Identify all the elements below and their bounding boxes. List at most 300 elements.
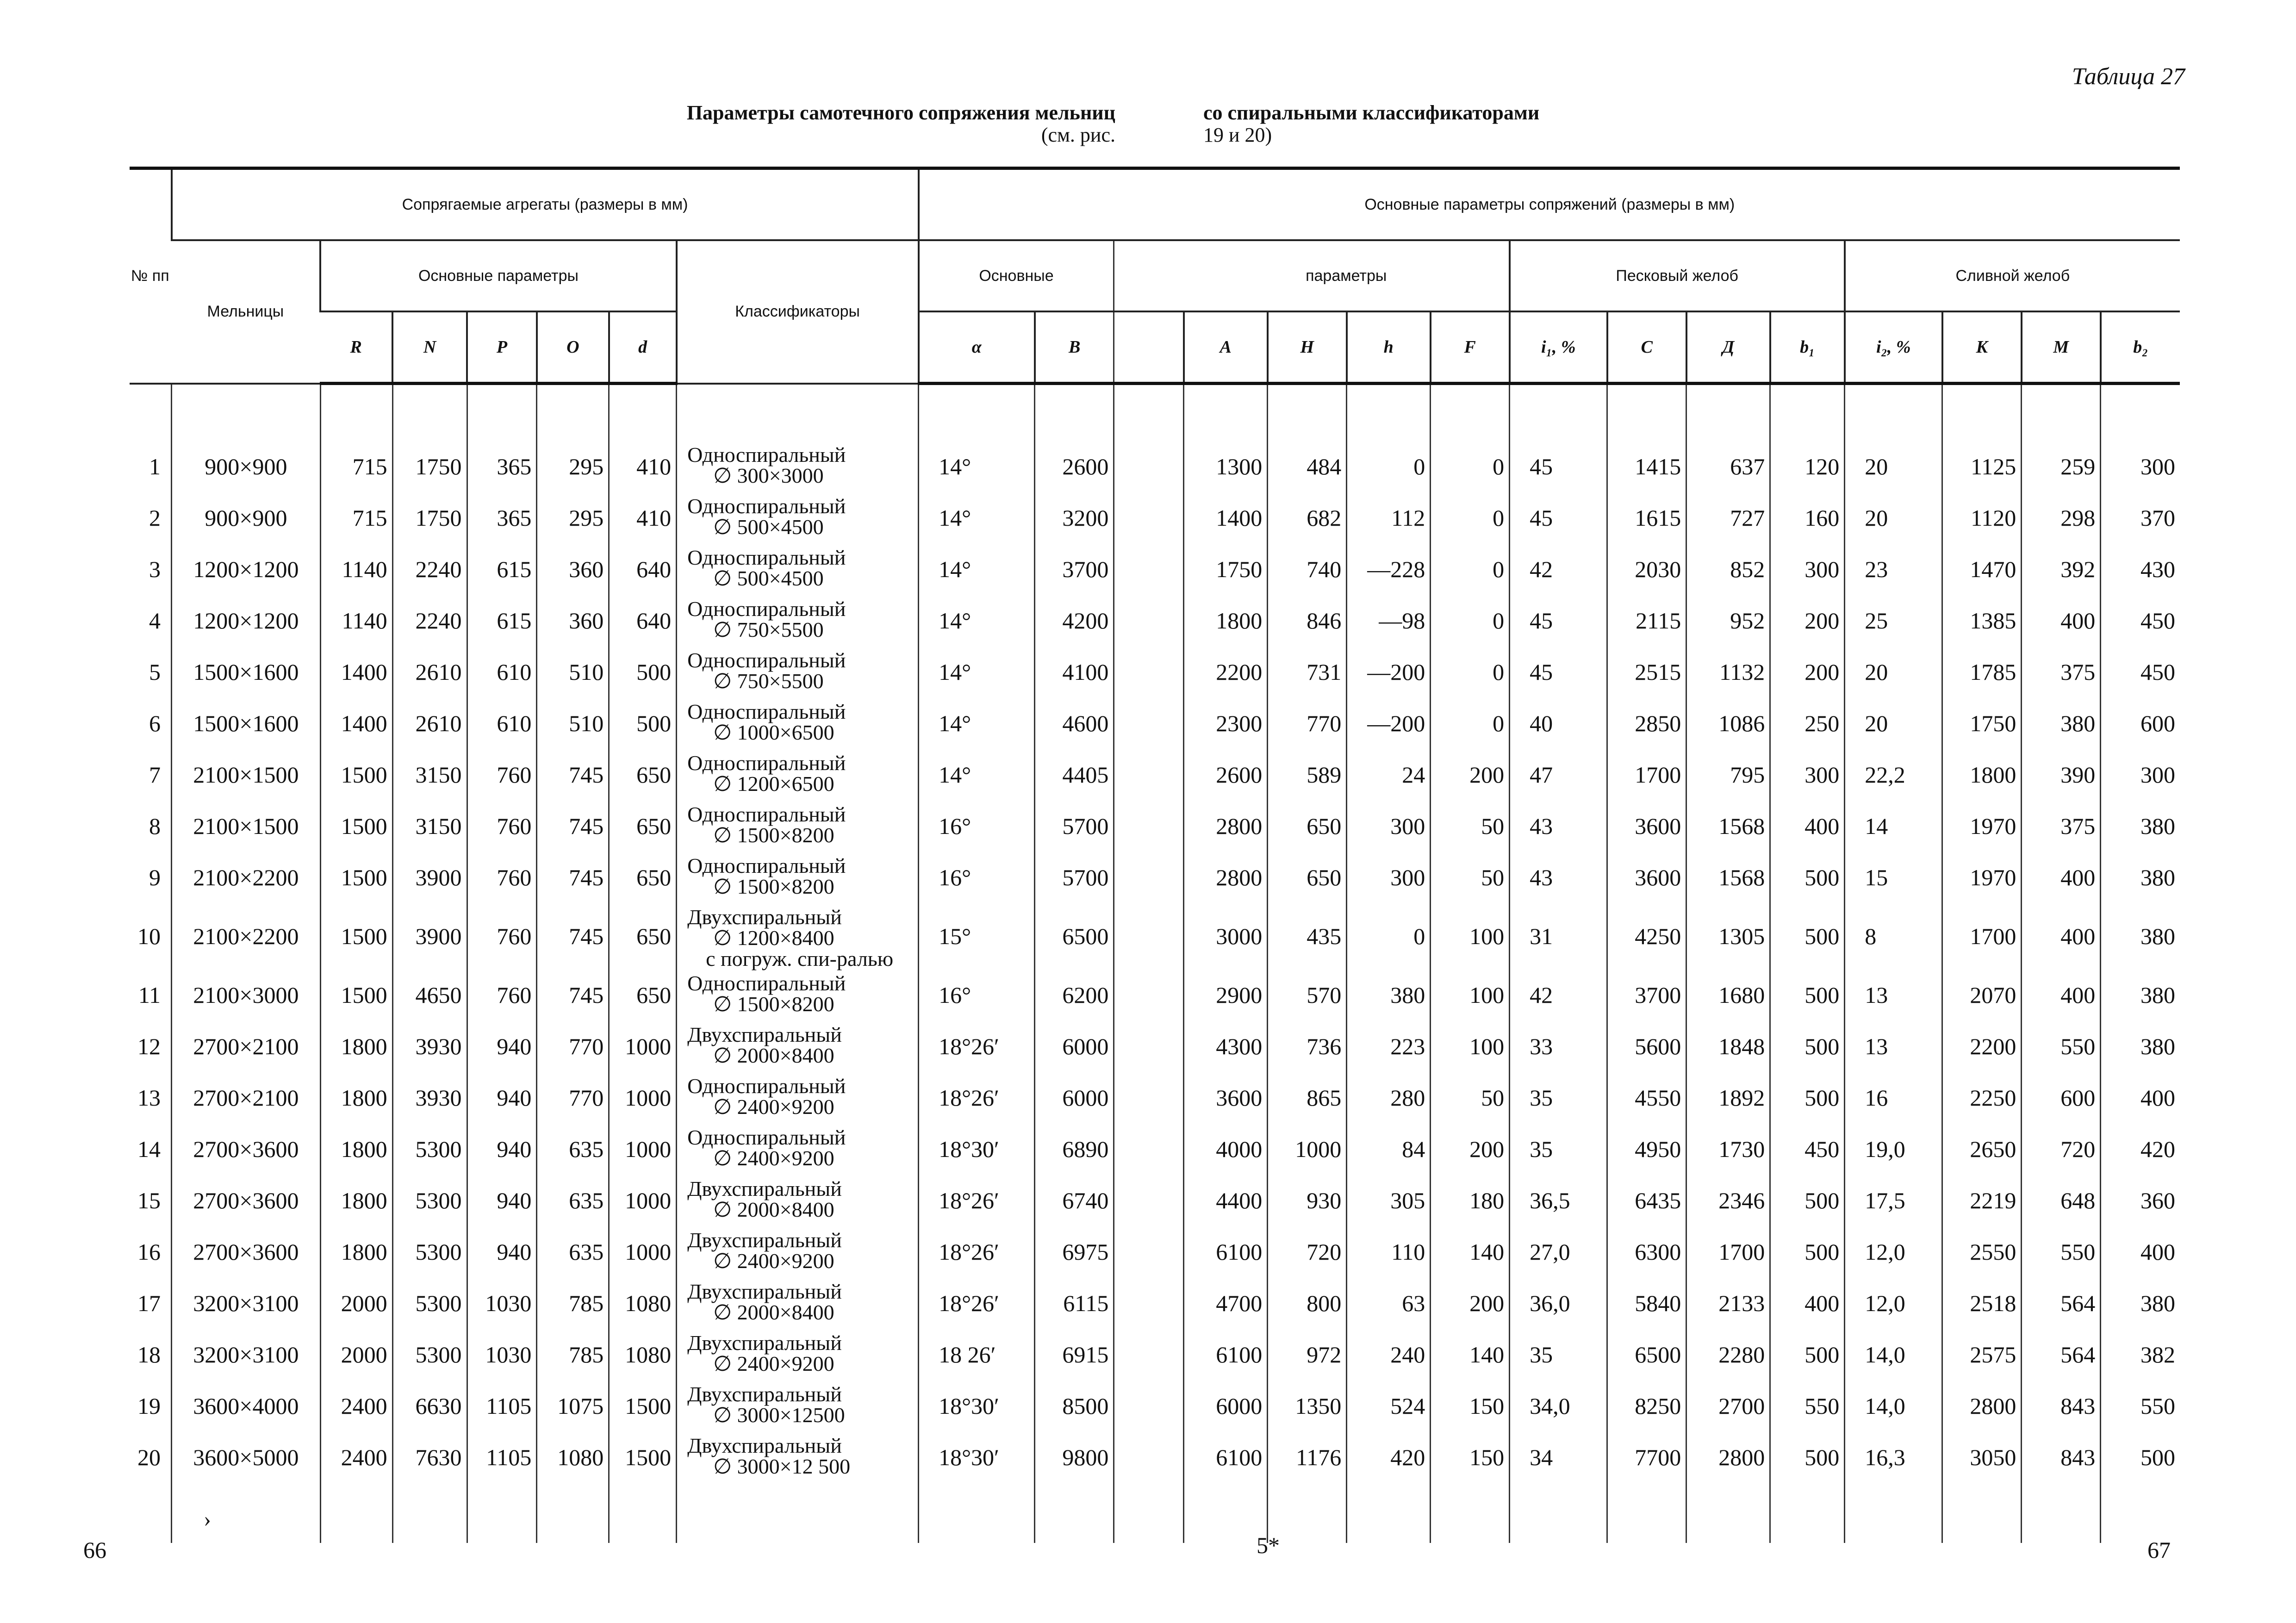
cell-N: 5300 [392, 1277, 467, 1329]
cell-B: 8500 [1035, 1380, 1114, 1431]
cell-d: 500 [609, 697, 677, 749]
gap-cell [1114, 1072, 1184, 1123]
col-B: B [1035, 311, 1114, 384]
cell-R: 1500 [320, 800, 392, 852]
cell-F: 0 [1431, 441, 1510, 492]
cell-i2: 14,0 [1845, 1380, 1942, 1431]
cell-i1: 31 [1510, 903, 1607, 969]
cell-i1: 35 [1510, 1123, 1607, 1175]
cell-a: 18°26′ [919, 1277, 1035, 1329]
col-h: h [1347, 311, 1431, 384]
cell-i2: 13 [1845, 969, 1942, 1020]
cell-b1: 160 [1770, 492, 1845, 543]
cell-b2: 370 [2101, 492, 2180, 543]
gap-cell [1114, 697, 1184, 749]
classifier-type: Двухспиральный [687, 1023, 842, 1047]
cell-D: 2346 [1686, 1175, 1770, 1226]
col-mills: Мельницы [172, 240, 321, 384]
classifier-type: Двухспиральный [687, 1177, 842, 1201]
cell-M: 400 [2022, 852, 2101, 903]
cell-C: 1415 [1607, 441, 1686, 492]
cell-R: 2000 [320, 1277, 392, 1329]
cell-i2: 13 [1845, 1020, 1942, 1072]
cell-mill: 2100×2200 [172, 852, 321, 903]
cell-O: 1075 [537, 1380, 609, 1431]
cell-O: 785 [537, 1277, 609, 1329]
cell-O: 635 [537, 1226, 609, 1277]
cell-i1: 36,5 [1510, 1175, 1607, 1226]
cell-A: 2300 [1184, 697, 1268, 749]
cell-H: 720 [1268, 1226, 1347, 1277]
cell-i2: 20 [1845, 441, 1942, 492]
cell-D: 1680 [1686, 969, 1770, 1020]
cell-O: 1080 [537, 1431, 609, 1483]
cell-b1: 400 [1770, 800, 1845, 852]
table-row [130, 1072, 2180, 1123]
gap-cell [1114, 1277, 1184, 1329]
cell-d: 650 [609, 800, 677, 852]
cell-i2: 8 [1845, 903, 1942, 969]
cell-mill: 2700×3600 [172, 1175, 321, 1226]
title-right-sub: 19 и 20) [1203, 124, 1272, 147]
gap-cell [1114, 646, 1184, 697]
cell-H: 1000 [1268, 1123, 1347, 1175]
cell-n: 5 [149, 659, 161, 685]
title-left-main: Параметры самотечного сопряжения мельниц [686, 101, 1115, 124]
cell-H: 972 [1268, 1329, 1347, 1380]
cell-A: 6100 [1184, 1226, 1268, 1277]
cell-a: 14° [919, 697, 1035, 749]
cell-A: 4700 [1184, 1277, 1268, 1329]
classifier-cell [677, 492, 919, 543]
cell-n: 18 [137, 1341, 161, 1368]
cell-C: 4550 [1607, 1072, 1686, 1123]
cell-N: 6630 [392, 1380, 467, 1431]
cell-b2: 380 [2101, 1020, 2180, 1072]
cell-H: 770 [1268, 697, 1347, 749]
cell-h: 305 [1347, 1175, 1431, 1226]
cell-n: 12 [137, 1033, 161, 1059]
classifier-type: Односпиральный [687, 494, 846, 518]
cell-D: 1568 [1686, 800, 1770, 852]
cell-K: 3050 [1942, 1431, 2022, 1483]
cell-C: 3600 [1607, 852, 1686, 903]
spacer-row [130, 384, 2180, 441]
cell-M: 298 [2022, 492, 2101, 543]
cell-P: 940 [467, 1020, 537, 1072]
classifier-size: ∅ 2000×8400 [713, 1044, 834, 1068]
cell-R: 1500 [320, 749, 392, 800]
cell-N: 2240 [392, 543, 467, 595]
classifier-type: Односпиральный [687, 700, 846, 723]
cell-C: 2850 [1607, 697, 1686, 749]
cell-A: 4400 [1184, 1175, 1268, 1226]
classifier-cell [677, 749, 919, 800]
cell-H: 1176 [1268, 1431, 1347, 1483]
cell-M: 564 [2022, 1277, 2101, 1329]
classifier-type: Односпиральный [687, 751, 846, 775]
cell-K: 1120 [1942, 492, 2022, 543]
gap-cell [1114, 1226, 1184, 1277]
cell-i1: 45 [1510, 646, 1607, 697]
cell-h: 63 [1347, 1277, 1431, 1329]
cell-H: 846 [1268, 595, 1347, 646]
page-number-right: 67 [2147, 1537, 2171, 1563]
cell-P: 610 [467, 697, 537, 749]
cell-h: 110 [1347, 1226, 1431, 1277]
cell-b2: 500 [2101, 1431, 2180, 1483]
cell-a: 18°30′ [919, 1431, 1035, 1483]
cell-a: 15° [919, 903, 1035, 969]
cell-P: 940 [467, 1072, 537, 1123]
cell-K: 1700 [1942, 903, 2022, 969]
cell-B: 6915 [1035, 1329, 1114, 1380]
cell-H: 570 [1268, 969, 1347, 1020]
cell-i2: 16,3 [1845, 1431, 1942, 1483]
classifier-size: ∅ 3000×12 500 [713, 1455, 851, 1479]
classifier-type: Односпиральный [687, 546, 846, 569]
cell-P: 365 [467, 492, 537, 543]
classifier-size: ∅ 1500×8200 [713, 875, 834, 899]
cell-R: 1800 [320, 1072, 392, 1123]
table-row [130, 543, 2180, 595]
cell-N: 5300 [392, 1123, 467, 1175]
gap-cell [1114, 749, 1184, 800]
cell-N: 5300 [392, 1329, 467, 1380]
classifier-cell [677, 1020, 919, 1072]
cell-b1: 500 [1770, 1431, 1845, 1483]
cell-b2: 450 [2101, 595, 2180, 646]
cell-O: 360 [537, 543, 609, 595]
classifier-size: ∅ 500×4500 [713, 515, 824, 539]
cell-R: 715 [320, 492, 392, 543]
cell-i1: 43 [1510, 852, 1607, 903]
cell-n: 17 [137, 1290, 161, 1316]
classifier-size: ∅ 750×5500 [713, 618, 824, 642]
cell-mill: 1200×1200 [172, 543, 321, 595]
cell-i1: 45 [1510, 595, 1607, 646]
cell-F: 150 [1431, 1380, 1510, 1431]
cell-d: 1000 [609, 1072, 677, 1123]
cell-H: 731 [1268, 646, 1347, 697]
cell-D: 1892 [1686, 1072, 1770, 1123]
cell-A: 2800 [1184, 800, 1268, 852]
classifier-type: Двухспиральный [687, 1331, 842, 1355]
cell-d: 650 [609, 903, 677, 969]
cell-N: 1750 [392, 492, 467, 543]
col-H: H [1268, 311, 1347, 384]
cell-D: 2700 [1686, 1380, 1770, 1431]
classifier-size: ∅ 300×3000 [713, 464, 824, 488]
cell-O: 745 [537, 969, 609, 1020]
cell-mill: 1500×1600 [172, 697, 321, 749]
classifier-size: ∅ 500×4500 [713, 566, 824, 591]
classifier-cell [677, 1226, 919, 1277]
cell-N: 3930 [392, 1072, 467, 1123]
cell-F: 200 [1431, 749, 1510, 800]
table-row [130, 749, 2180, 800]
table-title-right [1203, 102, 1712, 147]
table-row [130, 697, 2180, 749]
cell-mill: 900×900 [172, 492, 321, 543]
classifier-type: Односпиральный [687, 443, 846, 466]
cell-b2: 380 [2101, 852, 2180, 903]
cell-i1: 33 [1510, 1020, 1607, 1072]
title-left-sub: (см. рис. [1041, 124, 1115, 147]
cell-b1: 500 [1770, 1175, 1845, 1226]
cell-n: 4 [149, 607, 161, 634]
cell-D: 1086 [1686, 697, 1770, 749]
cell-n: 19 [137, 1393, 161, 1419]
cell-O: 295 [537, 492, 609, 543]
cell-M: 380 [2022, 697, 2101, 749]
cell-h: 300 [1347, 852, 1431, 903]
classifier-cell [677, 1431, 919, 1483]
cell-M: 600 [2022, 1072, 2101, 1123]
cell-b2: 420 [2101, 1123, 2180, 1175]
cell-F: 200 [1431, 1277, 1510, 1329]
cell-a: 14° [919, 749, 1035, 800]
col-A: A [1184, 311, 1268, 384]
cell-h: 112 [1347, 492, 1431, 543]
cell-K: 2550 [1942, 1226, 2022, 1277]
cell-C: 7700 [1607, 1431, 1686, 1483]
cell-P: 610 [467, 646, 537, 697]
cell-R: 2000 [320, 1329, 392, 1380]
cell-P: 940 [467, 1123, 537, 1175]
cell-K: 1125 [1942, 441, 2022, 492]
cell-d: 640 [609, 543, 677, 595]
cell-n: 13 [137, 1084, 161, 1111]
table-row [130, 1380, 2180, 1431]
cell-N: 3150 [392, 800, 467, 852]
cell-h: 0 [1347, 441, 1431, 492]
cell-K: 1385 [1942, 595, 2022, 646]
cell-b2: 300 [2101, 441, 2180, 492]
cell-mill: 2100×1500 [172, 749, 321, 800]
cell-a: 18°30′ [919, 1123, 1035, 1175]
cell-d: 1000 [609, 1175, 677, 1226]
cell-d: 500 [609, 646, 677, 697]
cell-i2: 14,0 [1845, 1329, 1942, 1380]
cell-B: 6890 [1035, 1123, 1114, 1175]
cell-R: 1800 [320, 1123, 392, 1175]
classifier-type: Односпиральный [687, 597, 846, 621]
cell-R: 1800 [320, 1175, 392, 1226]
gap-cell [1114, 1175, 1184, 1226]
table-row [130, 1123, 2180, 1175]
cell-F: 0 [1431, 595, 1510, 646]
cell-K: 2518 [1942, 1277, 2022, 1329]
gap-cell [1114, 543, 1184, 595]
table-row [130, 646, 2180, 697]
cell-H: 682 [1268, 492, 1347, 543]
cell-N: 3930 [392, 1020, 467, 1072]
classifier-size: ∅ 2400×9200 [713, 1352, 834, 1376]
cell-M: 375 [2022, 800, 2101, 852]
col-b1: b₁ [1770, 311, 1845, 384]
cell-i1: 35 [1510, 1329, 1607, 1380]
cell-n: 6 [149, 710, 161, 736]
cell-B: 6000 [1035, 1072, 1114, 1123]
col-b2: b₂ [2101, 311, 2180, 384]
cell-F: 180 [1431, 1175, 1510, 1226]
classifier-type: Двухспиральный [687, 1228, 842, 1252]
cell-M: 843 [2022, 1431, 2101, 1483]
cell-a: 14° [919, 543, 1035, 595]
col-N: N [392, 311, 467, 384]
cell-C: 5840 [1607, 1277, 1686, 1329]
cell-n: 8 [149, 813, 161, 839]
cell-C: 3600 [1607, 800, 1686, 852]
cell-P: 1105 [467, 1380, 537, 1431]
cell-A: 1400 [1184, 492, 1268, 543]
cell-M: 400 [2022, 969, 2101, 1020]
cell-a: 16° [919, 852, 1035, 903]
cell-b1: 500 [1770, 1020, 1845, 1072]
cell-H: 865 [1268, 1072, 1347, 1123]
cell-b1: 250 [1770, 697, 1845, 749]
table-row [130, 1175, 2180, 1226]
cell-mill: 2700×3600 [172, 1123, 321, 1175]
table-row [130, 595, 2180, 646]
cell-b2: 400 [2101, 1226, 2180, 1277]
cell-mill: 3600×4000 [172, 1380, 321, 1431]
cell-O: 745 [537, 749, 609, 800]
cell-mill: 3200×3100 [172, 1277, 321, 1329]
cell-b1: 500 [1770, 1226, 1845, 1277]
classifier-type: Односпиральный [687, 854, 846, 877]
classifier-size: ∅ 1000×6500 [713, 721, 834, 745]
cell-D: 952 [1686, 595, 1770, 646]
col-C: C [1607, 311, 1686, 384]
cell-i1: 42 [1510, 969, 1607, 1020]
cell-P: 365 [467, 441, 537, 492]
cell-R: 1400 [320, 646, 392, 697]
cell-n: 11 [138, 982, 161, 1008]
cell-a: 18°26′ [919, 1226, 1035, 1277]
cell-C: 4250 [1607, 903, 1686, 969]
col-M: M [2022, 311, 2101, 384]
cell-i2: 15 [1845, 852, 1942, 903]
cell-A: 3000 [1184, 903, 1268, 969]
classifier-size: ∅ 1500×8200 [713, 992, 834, 1016]
cell-O: 745 [537, 800, 609, 852]
cell-A: 3600 [1184, 1072, 1268, 1123]
cell-N: 3900 [392, 903, 467, 969]
cell-d: 1000 [609, 1226, 677, 1277]
classifier-size: ∅ 2000×8400 [713, 1300, 834, 1325]
cell-O: 510 [537, 646, 609, 697]
cell-n: 2 [149, 504, 161, 531]
classifier-cell [677, 903, 919, 969]
cell-H: 650 [1268, 852, 1347, 903]
cell-F: 50 [1431, 1072, 1510, 1123]
cell-A: 6100 [1184, 1431, 1268, 1483]
cell-A: 2600 [1184, 749, 1268, 800]
cell-mill: 2700×3600 [172, 1226, 321, 1277]
cell-n: 1 [149, 453, 161, 479]
table-row [130, 441, 2180, 492]
cell-N: 2240 [392, 595, 467, 646]
cell-N: 7630 [392, 1431, 467, 1483]
cell-K: 1785 [1942, 646, 2022, 697]
cell-P: 615 [467, 543, 537, 595]
cell-K: 2200 [1942, 1020, 2022, 1072]
classifier-size: ∅ 1200×6500 [713, 772, 834, 796]
cell-B: 3200 [1035, 492, 1114, 543]
cell-R: 1140 [320, 595, 392, 646]
cell-b2: 380 [2101, 1277, 2180, 1329]
table-row [130, 492, 2180, 543]
classifier-type: Двухспиральный [687, 1280, 842, 1304]
cell-a: 16° [919, 800, 1035, 852]
cell-O: 770 [537, 1020, 609, 1072]
gap-cell [1114, 1431, 1184, 1483]
cell-D: 1132 [1686, 646, 1770, 697]
cell-O: 770 [537, 1072, 609, 1123]
gap-cell [1114, 595, 1184, 646]
col-D: Д [1686, 311, 1770, 384]
cell-O: 745 [537, 852, 609, 903]
cell-F: 0 [1431, 646, 1510, 697]
cell-D: 1305 [1686, 903, 1770, 969]
col-alpha: α [919, 311, 1035, 384]
cell-N: 4650 [392, 969, 467, 1020]
cell-h: —200 [1347, 646, 1431, 697]
cell-b1: 500 [1770, 903, 1845, 969]
cell-A: 6100 [1184, 1329, 1268, 1380]
cell-H: 800 [1268, 1277, 1347, 1329]
cell-h: 24 [1347, 749, 1431, 800]
cell-D: 637 [1686, 441, 1770, 492]
classifier-cell [677, 543, 919, 595]
cell-K: 1470 [1942, 543, 2022, 595]
cell-R: 1800 [320, 1020, 392, 1072]
cell-P: 940 [467, 1175, 537, 1226]
cell-C: 8250 [1607, 1380, 1686, 1431]
gap-cell [1114, 1020, 1184, 1072]
parameters-table [130, 167, 2180, 1543]
cell-O: 785 [537, 1329, 609, 1380]
cell-M: 400 [2022, 595, 2101, 646]
cell-i2: 20 [1845, 646, 1942, 697]
cell-B: 2600 [1035, 441, 1114, 492]
cell-b1: 200 [1770, 595, 1845, 646]
cell-A: 2200 [1184, 646, 1268, 697]
cell-d: 1000 [609, 1123, 677, 1175]
cell-N: 3150 [392, 749, 467, 800]
classifier-type: Двухспиральный [687, 1434, 842, 1458]
cell-A: 1750 [1184, 543, 1268, 595]
classifier-cell [677, 852, 919, 903]
cell-B: 6000 [1035, 1020, 1114, 1072]
cell-b2: 380 [2101, 800, 2180, 852]
cell-n: 9 [149, 864, 161, 890]
cell-mill: 2100×3000 [172, 969, 321, 1020]
cell-mill: 1200×1200 [172, 595, 321, 646]
cell-D: 1730 [1686, 1123, 1770, 1175]
cell-i2: 12,0 [1845, 1226, 1942, 1277]
cell-i2: 22,2 [1845, 749, 1942, 800]
cell-N: 2610 [392, 646, 467, 697]
cell-A: 6000 [1184, 1380, 1268, 1431]
cell-b2: 430 [2101, 543, 2180, 595]
cell-b2: 380 [2101, 903, 2180, 969]
cell-H: 736 [1268, 1020, 1347, 1072]
cell-b2: 382 [2101, 1329, 2180, 1380]
cell-b2: 600 [2101, 697, 2180, 749]
